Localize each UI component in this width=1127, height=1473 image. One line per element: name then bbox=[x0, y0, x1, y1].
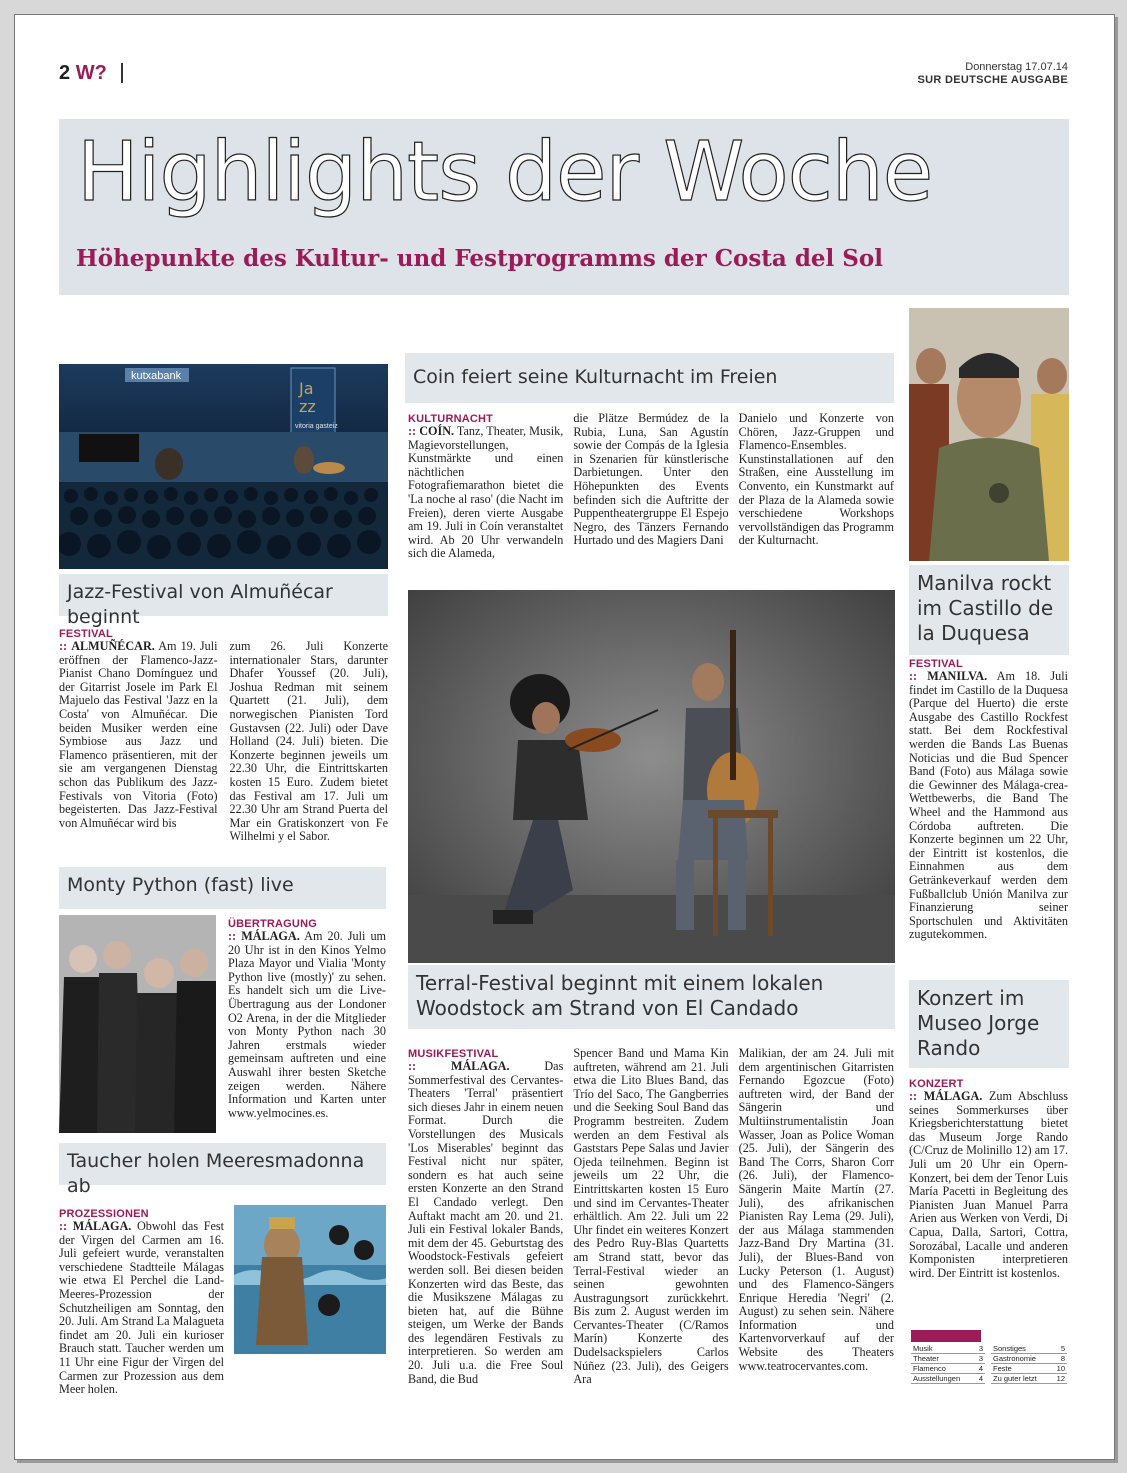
index-title-bar bbox=[911, 1330, 981, 1342]
index-row: Sonstiges 5 bbox=[993, 1344, 1065, 1353]
index-row: Musik 3 bbox=[913, 1344, 983, 1353]
page-header-left bbox=[59, 62, 107, 85]
monty-python-photo bbox=[59, 915, 216, 1133]
index-table-left bbox=[911, 1344, 985, 1384]
manilva-article bbox=[909, 658, 1068, 942]
manilva-headline: Manilva rockt im Castillo de la Duquesa bbox=[909, 565, 1069, 655]
rando-place: MÁLAGA. bbox=[923, 1089, 983, 1103]
taucher-photo bbox=[234, 1205, 386, 1354]
jazz-label: FESTIVAL bbox=[59, 628, 113, 640]
header-divider bbox=[121, 63, 123, 83]
monty-headline: Monty Python (fast) live bbox=[59, 867, 386, 909]
terral-headline: Terral-Festival beginnt mit einem lokalen Woodstock am Strand von El Candado bbox=[408, 965, 895, 1029]
edition-name: SUR DEUTSCHE AUSGABE bbox=[917, 74, 1068, 86]
monty-article bbox=[228, 918, 386, 1120]
rando-label: KONZERT bbox=[909, 1078, 964, 1090]
index-row: Flamenco 4 bbox=[913, 1364, 983, 1373]
jazz-festival-photo bbox=[59, 364, 388, 569]
jazz-place: ALMUÑÉCAR. bbox=[71, 639, 155, 653]
terral-text-col2: Spencer Band und Mama Kin auftreten, während am 21. Juli etwa die Lito Blues Band, das Trío del Saco, The Gangberries und die Seeking Soul Band das Programm bestreiten. Zudem werden an dem Festival als Gaststars Pepe Salas und Javier Ojeda teilnehmen. Beginn ist jeweils um 22 Uhr, die Eintrittskarten kosten 15 Euro und sind im Cervantes-Theater erhältlich. Am 22. Juli um 22 Uhr findet ein weiteres Konzert des Pedro Ruy-Blas Quartetts am Strand statt, bevor das Terral-Festival wieder an seinen gewohnten Austragungsort zurückkehrt. Bis zum 2. August werden im Cervantes-Theater (C/Ramos Marín) Konzerte des Dudelsackspielers Carlos Núñez (23. Juli), des Geigers Ara bbox=[573, 1046, 729, 1387]
monty-text: :: MÁLAGA. Am 20. Juli um 20 Uhr ist in den Kinos Yelmo Plaza Mayor und Vialia 'Monty Python live (mostly)' zu sehen. Es handelt sich um die Live-Übertragung aus der Londoner O2 Arena, in der die Mitglieder von Monty Python nach 30 Jahren erstmals wieder gemeinsam auftreten und eine Auswahl ihrer besten Sketche zeigen werden. Nähere Information und Karten unter www.yelmocines.es. bbox=[228, 929, 387, 1120]
jazz-headline: Jazz-Festival von Almuñécar beginnt bbox=[59, 574, 388, 616]
index-table-right bbox=[991, 1344, 1067, 1384]
jazz-text-col2: zum 26. Juli Konzerte internationaler Stars, darunter Dhafer Youssef (20. Juli), Joshua Redman mit seinem Quartett (21. Juli), dem norwegischen Pianisten Tord Gustavsen (22. Juli) oder Dave Holland (24. Juli) bieten. Die Konzerte beginnen jeweils um 22.30 Uhr, die Eintrittskarten kosten 15 Euro. Zudem bietet das Festival am 17. Juli um 22.30 Uhr am Strand Puerta del Mar ein Gratiskonzert von Fe Wilhelmi y el Sabor. bbox=[229, 639, 388, 844]
monty-label: ÜBERTRAGUNG bbox=[228, 918, 317, 930]
taucher-place: MÁLAGA. bbox=[72, 1219, 132, 1233]
coin-label: KULTURNACHT bbox=[408, 413, 494, 425]
coin-text-col1: :: COÍN. Tanz, Theater, Musik, Magievorstellungen, Kunstmärkte und einen nächtlichen Fotografiemarathon bietet die 'La noche al raso' (die Nacht im Freien), deren vierte Ausgabe am 19. Juli in Coín veranstaltet wird. Ab 20 Uhr verwandeln sich die Alameda, bbox=[408, 424, 564, 561]
taucher-headline: Taucher holen Meeresmadonna ab bbox=[59, 1143, 386, 1185]
index-row: Feste 10 bbox=[993, 1364, 1065, 1373]
index-row: Theater 3 bbox=[913, 1354, 983, 1363]
title-banner bbox=[59, 119, 1069, 295]
rando-article bbox=[909, 1078, 1068, 1280]
page-subtitle: Höhepunkte des Kultur- und Festprogramms der Costa del Sol bbox=[76, 245, 883, 272]
manilva-label: FESTIVAL bbox=[909, 658, 963, 670]
issue-date: Donnerstag 17.07.14 bbox=[965, 61, 1068, 73]
coin-place: COÍN. bbox=[419, 424, 455, 438]
index-row: Gastronomie 8 bbox=[993, 1354, 1065, 1363]
svg-text:zz: zz bbox=[299, 397, 316, 416]
terral-article bbox=[408, 1048, 894, 1387]
rando-text: :: MÁLAGA. Zum Abschluss seines Sommerkurses über Kriegsberichterstattung bietet das Museum Jorge Rando (C/Cruz de Molinillo 12) am 17. Juli um 20 Uhr ein Opern-Konzert, bei dem der Tenor Luis María Pacetti in Begleitung des Pianisten Juan Manuel Parra Arien aus Werken von Verdi, Di Capua, Dalla, Sartori, Cottra, Sorozábal, Lacalle und anderen Komponisten interpretieren wird. Der Eintritt ist kostenlos. bbox=[909, 1089, 1069, 1280]
newspaper-page bbox=[14, 14, 1115, 1460]
taucher-article bbox=[59, 1208, 224, 1397]
coin-article bbox=[408, 413, 894, 561]
monty-place: MÁLAGA. bbox=[241, 929, 300, 943]
kutxabank-sign: kutxabank bbox=[131, 370, 182, 382]
terral-label: MUSIKFESTIVAL bbox=[408, 1048, 499, 1060]
taucher-label: PROZESSIONEN bbox=[59, 1208, 149, 1220]
section-name: W? bbox=[75, 62, 107, 84]
rando-headline: Konzert im Museo Jorge Rando bbox=[909, 980, 1069, 1068]
jazz-text-col1: :: ALMUÑÉCAR. Am 19. Juli eröffnen der Flamenco-Jazz-Pianist Chano Domínguez und der Gitarrist Josele im Park El Majuelo das Festival 'Jazz en la Costa' von Almuñécar. Die beiden Musiker werden eine Symbiose aus Jazz und Flamenco präsentieren, mit der sie am vergangenen Dienstag schon das Publikum des Jazz-Festivals von Vitoria (Foto) begeisterten. Das Jazz-Festival von Almuñécar wird bis bbox=[59, 639, 218, 830]
manilva-place: MANILVA. bbox=[927, 669, 988, 683]
terral-festival-photo bbox=[408, 590, 895, 963]
index-box bbox=[911, 1330, 1067, 1384]
page-title: Highlights der Woche bbox=[77, 125, 933, 220]
terral-text-col3: Malikian, der am 24. Juli mit dem argentinischen Gitarristen Fernando Egozcue (Foto) auftreten wird, der Band der Sängerin und Multiinstrumentalistin Joan Wasser, Joan as Police Woman (25. Juli), der Sängerin des Band The Corrs, Sharon Corr (26. Juli), der Flamenco-Sängerin Maite Martín (27. Juli), des afrikanischen Pianisten Ray Lema (29. Juli), der aus Málaga stammenden Jazz-Band Dry Martina (31. Juli), der Blues-Band von Lucky Peterson (1. August) und des Flamenco-Sängers Enrique Heredia 'Negri' (2. August) zu sehen sein. Nähere Information und Kartenvorverkauf auf der Website des Theaters www.teatrocervantes.com. bbox=[738, 1046, 894, 1373]
terral-place: MÁLAGA. bbox=[450, 1059, 510, 1073]
coin-text-col2: die Plätze Bermúdez de la Rubia, Luna, San Agustín sowie der Compás de la Iglesia in Szenarien für künstlerische Darbietungen. Unter den Höhepunkten des Events befinden sich die Auftritte der Puppentheatergruppe El Espejo Negro, des Tänzers Fernando Hurtado und des Magiers Dani bbox=[573, 411, 729, 548]
vitoria-sign: vitoria gasteiz bbox=[295, 423, 338, 430]
coin-headline: Coin feiert seine Kulturnacht im Freien bbox=[405, 353, 894, 403]
manilva-band-photo bbox=[909, 308, 1069, 561]
page-header-right bbox=[918, 61, 1068, 87]
jazz-article bbox=[59, 628, 388, 844]
coin-text-col3: Danielo und Konzerte von Chören, Jazz-Gruppen und Flamenco-Ensembles. Kunstinstallationen auf den Straßen, eine Ausstellung im Convento, ein Kunstmarkt auf der Plaza de la Alameda sowie verschiedene Workshops vervollständigen das Programm der Kulturnacht. bbox=[738, 411, 894, 548]
index-row: Ausstellungen 4 bbox=[913, 1374, 983, 1383]
manilva-text: :: MANILVA. Am 18. Juli findet im Castillo de la Duquesa (Parque del Huerto) die erste Ausgabe des Castillo Rockfest statt. Bei dem Rockfestival werden die Bands Las Buenas Noticias und die Bud Spencer Band (Foto) aus Málaga sowie die Gewinner des Málaga-crea-Wettbewerbs, die Band The Wheel and the Hammond aus Córdoba auftreten. Die Konzerte beginnen um 22 Uhr, der Eintritt ist kostenlos, die Einnahmen aus dem Getränkeverkauf werden dem Fußballclub Unión Manilva zur Finanzierung seiner Sportschulen und Aktivitäten zugutekommen. bbox=[909, 669, 1069, 942]
index-row: Zu guter letzt 12 bbox=[993, 1374, 1065, 1383]
terral-text-col1: :: MÁLAGA. Das Sommerfestival des Cervantes-Theaters 'Terral' präsentiert sich dieses Jahr in einem neuen Format. Durch die Vorstellungen des Musicals 'Los Miserables' beginnt das Festival nicht nur später, sondern es hat auch seine ersten Konzerte an den Strand El Candado verlegt. Den Auftakt macht am 20. und 21. Juli ein Festival lokaler Bands, mit dem der 45. Geburtstag des Woodstock-Festivals gefeiert werden soll. Bei diesen beiden Konzerten wird das Beste, das die Musikszene Málagas zu bieten hat, auf die Bühne steigen, um Werke der Bands des legendären Festivals zu interpretieren. So werden am 20. Juli u.a. die Free Soul Band, die Bud bbox=[408, 1059, 564, 1386]
taucher-text: :: MÁLAGA. Obwohl das Fest der Virgen del Carmen am 16. Juli gefeiert wurde, veranstalten verschiedene Stadtteile Málagas wie etwa El Perchel die Land-Meeres-Prozession der Schutzheiligen am Sonntag, den 20. Juli. Am Strand La Malagueta findet am 20. Juli ein kurioser Brauch statt. Taucher werden um 11 Uhr eine Figur der Virgen del Carmen zur Prozession aus dem Meer holen. bbox=[59, 1219, 225, 1397]
svg-text:Ja: Ja bbox=[299, 379, 314, 398]
page-number: 2 bbox=[59, 62, 71, 84]
